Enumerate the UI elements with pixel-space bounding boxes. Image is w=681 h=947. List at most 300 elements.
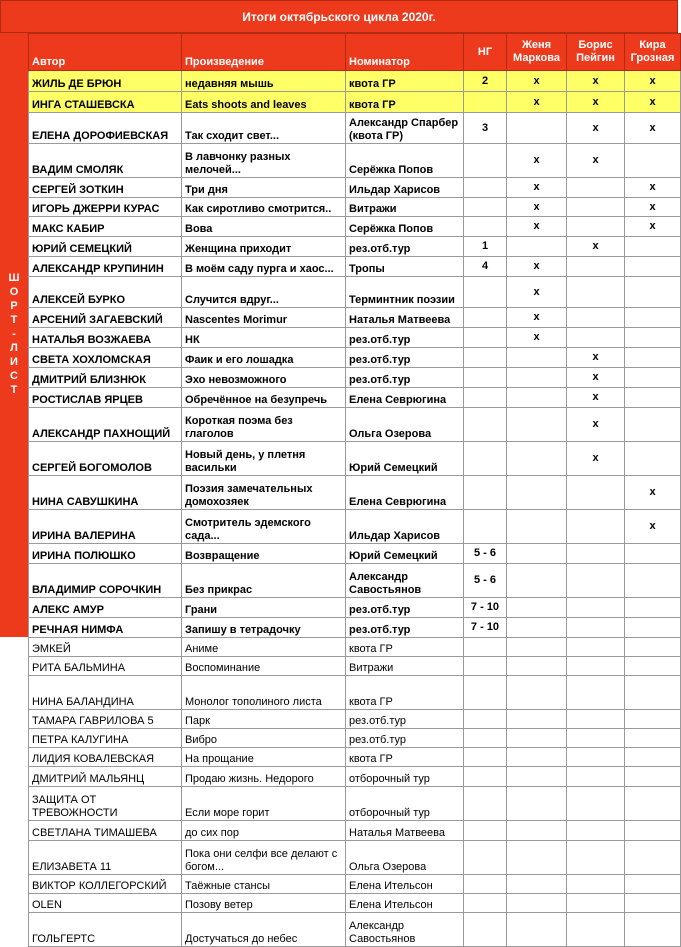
cell-judge-markova[interactable] [507,841,567,875]
cell-author[interactable]: АЛЕКСАНДР ПАХНОЩИЙ [29,408,182,442]
cell-judge-groznaya[interactable]: x [625,217,681,237]
results-table [28,33,681,947]
cell-work[interactable]: Eats shoots and leaves [182,92,346,113]
cell-nominator[interactable]: Терминтник поэзии [346,277,464,308]
cell-judge-groznaya[interactable] [625,618,681,638]
cell-judge-groznaya[interactable] [625,348,681,368]
cell-work[interactable]: Обречённое на безупречь [182,388,346,408]
cell-judge-markova[interactable] [507,894,567,913]
cell-ng[interactable] [464,657,507,676]
cell-ng[interactable]: 2 [464,71,507,92]
cell-judge-peigin[interactable] [567,178,625,198]
header-work[interactable]: Произведение [182,34,346,71]
cell-judge-markova[interactable]: x [507,257,567,277]
cell-ng[interactable] [464,92,507,113]
cell-judge-peigin[interactable]: x [567,144,625,178]
cell-ng[interactable] [464,841,507,875]
table-row [29,217,681,237]
cell-judge-groznaya[interactable] [625,564,681,598]
cell-judge-peigin[interactable] [567,787,625,821]
cell-judge-peigin[interactable]: x [567,92,625,113]
cell-nominator[interactable]: квота ГР [346,676,464,710]
cell-judge-groznaya[interactable]: x [625,178,681,198]
cell-work[interactable]: до сих пор [182,821,346,841]
cell-ng[interactable] [464,510,507,544]
cell-judge-groznaya[interactable] [625,710,681,729]
cell-judge-peigin[interactable]: x [567,71,625,92]
cell-author[interactable]: ВИКТОР КОЛЛЕГОРСКИЙ [29,875,182,894]
table-row [29,510,681,544]
cell-nominator[interactable]: Тропы [346,257,464,277]
table-row [29,767,681,787]
cell-nominator[interactable]: квота ГР [346,748,464,767]
cell-author[interactable]: АЛЕКСАНДР КРУПИНИН [29,257,182,277]
cell-nominator[interactable]: Наталья Матвеева [346,821,464,841]
cell-judge-groznaya[interactable] [625,676,681,710]
cell-nominator[interactable]: квота ГР [346,71,464,92]
cell-work[interactable]: Вова [182,217,346,237]
cell-judge-markova[interactable] [507,729,567,748]
cell-nominator[interactable]: Ольга Озерова [346,408,464,442]
cell-author[interactable]: ЮРИЙ СЕМЕЦКИЙ [29,237,182,257]
cell-judge-peigin[interactable] [567,676,625,710]
cell-judge-groznaya[interactable]: x [625,113,681,144]
table-row [29,408,681,442]
cell-ng[interactable]: 3 [464,113,507,144]
cell-judge-markova[interactable] [507,476,567,510]
cell-judge-peigin[interactable] [567,729,625,748]
cell-ng[interactable] [464,368,507,388]
cell-judge-groznaya[interactable]: x [625,476,681,510]
cell-judge-groznaya[interactable] [625,598,681,618]
shortlist-sidebar [0,33,28,637]
cell-judge-markova[interactable] [507,657,567,676]
cell-judge-markova[interactable]: x [507,308,567,328]
cell-judge-groznaya[interactable] [625,388,681,408]
cell-work[interactable]: Случится вдруг... [182,277,346,308]
table-row [29,638,681,657]
cell-author[interactable]: ИГОРЬ ДЖЕРРИ КУРАС [29,198,182,217]
table-row [29,676,681,710]
cell-author[interactable]: РИТА БАЛЬМИНА [29,657,182,676]
cell-ng[interactable] [464,476,507,510]
cell-judge-groznaya[interactable] [625,841,681,875]
cell-author[interactable]: РЕЧНАЯ НИМФА [29,618,182,638]
cell-work[interactable]: НК [182,328,346,348]
cell-judge-peigin[interactable] [567,198,625,217]
cell-ng[interactable] [464,277,507,308]
cell-judge-peigin[interactable] [567,618,625,638]
cell-nominator[interactable]: Ольга Озерова [346,841,464,875]
cell-judge-peigin[interactable]: x [567,348,625,368]
cell-nominator[interactable]: Александр Савостьянов [346,913,464,947]
header-judge-markova[interactable]: Женя Маркова [507,34,567,71]
table-row [29,442,681,476]
cell-nominator[interactable]: Юрий Семецкий [346,442,464,476]
cell-work[interactable]: Поэзия замечательных домохозяек [182,476,346,510]
cell-nominator[interactable]: рез.отб.тур [346,598,464,618]
cell-judge-markova[interactable] [507,442,567,476]
cell-nominator[interactable]: Елена Ительсон [346,894,464,913]
header-judge-groznaya[interactable]: Кира Грозная [625,34,681,71]
cell-ng[interactable]: 5 - 6 [464,564,507,598]
cell-work[interactable]: Таёжные стансы [182,875,346,894]
cell-author[interactable]: ДМИТРИЙ МАЛЬЯНЦ [29,767,182,787]
cell-judge-markova[interactable] [507,388,567,408]
cell-ng[interactable]: 7 - 10 [464,598,507,618]
cell-judge-groznaya[interactable] [625,368,681,388]
cell-nominator[interactable]: Александр Спарбер (квота ГР) [346,113,464,144]
cell-ng[interactable] [464,178,507,198]
cell-author[interactable]: OLEN [29,894,182,913]
cell-judge-markova[interactable]: x [507,71,567,92]
cell-judge-groznaya[interactable] [625,638,681,657]
cell-nominator[interactable]: рез.отб.тур [346,348,464,368]
cell-judge-peigin[interactable] [567,308,625,328]
cell-author[interactable]: ИНГА СТАШЕВСКА [29,92,182,113]
cell-author[interactable]: ВАДИМ СМОЛЯК [29,144,182,178]
cell-judge-markova[interactable] [507,598,567,618]
cell-judge-markova[interactable] [507,618,567,638]
cell-judge-groznaya[interactable]: x [625,92,681,113]
cell-judge-peigin[interactable] [567,476,625,510]
cell-judge-groznaya[interactable] [625,894,681,913]
cell-nominator[interactable]: рез.отб.тур [346,618,464,638]
cell-work[interactable]: Запишу в тетрадочку [182,618,346,638]
table-row [29,748,681,767]
table-row [29,178,681,198]
cell-author[interactable]: АРСЕНИЙ ЗАГАЕВСКИЙ [29,308,182,328]
table-row [29,598,681,618]
cell-judge-markova[interactable] [507,676,567,710]
cell-judge-groznaya[interactable] [625,237,681,257]
table-row [29,113,681,144]
cell-ng[interactable]: 5 - 6 [464,544,507,564]
sheet-title: Итоги октябрьского цикла 2020г. [0,0,678,33]
cell-ng[interactable] [464,348,507,368]
table-row [29,787,681,821]
cell-nominator[interactable]: Серёжка Попов [346,217,464,237]
cell-author[interactable]: ЗАЩИТА ОТ ТРЕВОЖНОСТИ [29,787,182,821]
cell-judge-peigin[interactable]: x [567,368,625,388]
cell-judge-groznaya[interactable]: x [625,198,681,217]
cell-author[interactable]: ПЕТРА КАЛУГИНА [29,729,182,748]
cell-judge-peigin[interactable] [567,894,625,913]
cell-author[interactable]: ЕЛИЗАВЕТА 11 [29,841,182,875]
cell-judge-groznaya[interactable]: x [625,71,681,92]
table-row [29,710,681,729]
cell-ng[interactable] [464,198,507,217]
table-row [29,237,681,257]
cell-author[interactable]: СЕРГЕЙ БОГОМОЛОВ [29,442,182,476]
cell-judge-peigin[interactable] [567,638,625,657]
table-row [29,894,681,913]
header-author[interactable]: Автор [29,34,182,71]
cell-author[interactable]: СВЕТА ХОХЛОМСКАЯ [29,348,182,368]
cell-author[interactable]: ЛИДИЯ КОВАЛЕВСКАЯ [29,748,182,767]
cell-judge-markova[interactable]: x [507,217,567,237]
cell-work[interactable]: Фаик и его лошадка [182,348,346,368]
cell-author[interactable]: ГОЛЬГЕРТС [29,913,182,947]
cell-judge-markova[interactable] [507,113,567,144]
cell-nominator[interactable]: отборочный тур [346,767,464,787]
cell-judge-peigin[interactable] [567,748,625,767]
cell-work[interactable]: Воспоминание [182,657,346,676]
cell-judge-peigin[interactable]: x [567,113,625,144]
cell-author[interactable]: ЭМКЕЙ [29,638,182,657]
table-row [29,875,681,894]
cell-judge-groznaya[interactable] [625,875,681,894]
cell-judge-markova[interactable] [507,237,567,257]
table-row [29,277,681,308]
cell-ng[interactable] [464,638,507,657]
cell-judge-markova[interactable]: x [507,198,567,217]
cell-author[interactable]: ИРИНА ПОЛЮШКО [29,544,182,564]
cell-nominator[interactable]: Наталья Матвеева [346,308,464,328]
cell-author[interactable]: ЕЛЕНА ДОРОФИЕВСКАЯ [29,113,182,144]
cell-judge-peigin[interactable] [567,598,625,618]
cell-work[interactable]: Три дня [182,178,346,198]
cell-author[interactable]: ТАМАРА ГАВРИЛОВА 5 [29,710,182,729]
cell-judge-groznaya[interactable] [625,821,681,841]
cell-judge-peigin[interactable] [567,767,625,787]
cell-ng[interactable] [464,748,507,767]
cell-work[interactable]: В лавчонку разных мелочей... [182,144,346,178]
cell-work[interactable]: Смотритель эдемского сада... [182,510,346,544]
table-row [29,308,681,328]
cell-author[interactable]: НАТАЛЬЯ ВОЗЖАЕВА [29,328,182,348]
cell-nominator[interactable]: Юрий Семецкий [346,544,464,564]
cell-judge-groznaya[interactable] [625,308,681,328]
cell-nominator[interactable]: Александр Савостьянов [346,564,464,598]
cell-judge-peigin[interactable] [567,544,625,564]
cell-author[interactable]: ДМИТРИЙ БЛИЗНЮК [29,368,182,388]
cell-work[interactable]: Возвращение [182,544,346,564]
cell-judge-markova[interactable] [507,544,567,564]
cell-author[interactable]: МАКС КАБИР [29,217,182,237]
cell-judge-groznaya[interactable] [625,277,681,308]
cell-author[interactable]: НИНА САВУШКИНА [29,476,182,510]
cell-judge-peigin[interactable] [567,257,625,277]
header-row [29,34,681,71]
cell-ng[interactable]: 1 [464,237,507,257]
cell-author[interactable]: ИРИНА ВАЛЕРИНА [29,510,182,544]
table-row [29,618,681,638]
cell-nominator[interactable]: рез.отб.тур [346,710,464,729]
table-row [29,913,681,947]
cell-ng[interactable] [464,821,507,841]
cell-work[interactable]: недавняя мышь [182,71,346,92]
cell-work[interactable]: На прощание [182,748,346,767]
cell-nominator[interactable]: Елена Севрюгина [346,476,464,510]
cell-judge-markova[interactable] [507,913,567,947]
cell-judge-markova[interactable] [507,767,567,787]
cell-author[interactable]: СВЕТЛАНА ТИМАШЕВА [29,821,182,841]
cell-judge-peigin[interactable] [567,913,625,947]
cell-ng[interactable]: 7 - 10 [464,618,507,638]
cell-work[interactable]: Как сиротливо смотрится.. [182,198,346,217]
cell-nominator[interactable]: квота ГР [346,638,464,657]
table-row [29,657,681,676]
cell-nominator[interactable]: квота ГР [346,92,464,113]
cell-nominator[interactable]: Серёжка Попов [346,144,464,178]
cell-judge-markova[interactable] [507,638,567,657]
cell-judge-markova[interactable] [507,348,567,368]
cell-work[interactable]: Грани [182,598,346,618]
cell-nominator[interactable]: рез.отб.тур [346,237,464,257]
cell-ng[interactable] [464,894,507,913]
cell-ng[interactable] [464,787,507,821]
cell-judge-groznaya[interactable] [625,729,681,748]
cell-judge-groznaya[interactable] [625,657,681,676]
cell-work[interactable]: Эхо невозможного [182,368,346,388]
cell-ng[interactable] [464,913,507,947]
cell-nominator[interactable]: рез.отб.тур [346,328,464,348]
cell-nominator[interactable]: Ильдар Харисов [346,178,464,198]
cell-ng[interactable] [464,308,507,328]
cell-work[interactable]: Монолог тополиного листа [182,676,346,710]
cell-ng[interactable] [464,729,507,748]
cell-judge-markova[interactable]: x [507,178,567,198]
cell-nominator[interactable]: рез.отб.тур [346,729,464,748]
cell-judge-groznaya[interactable]: x [625,510,681,544]
cell-judge-groznaya[interactable] [625,144,681,178]
cell-work[interactable]: Вибро [182,729,346,748]
cell-ng[interactable] [464,388,507,408]
cell-author[interactable]: СЕРГЕЙ ЗОТКИН [29,178,182,198]
cell-judge-markova[interactable]: x [507,144,567,178]
cell-judge-peigin[interactable] [567,217,625,237]
cell-work[interactable]: Если море горит [182,787,346,821]
cell-nominator[interactable]: отборочный тур [346,787,464,821]
cell-ng[interactable] [464,328,507,348]
cell-judge-peigin[interactable]: x [567,442,625,476]
cell-work[interactable]: Без прикрас [182,564,346,598]
cell-nominator[interactable]: Ильдар Харисов [346,510,464,544]
cell-judge-markova[interactable]: x [507,328,567,348]
table-row [29,821,681,841]
cell-work[interactable]: Новый день, у плетня васильки [182,442,346,476]
cell-work[interactable]: Так сходит свет... [182,113,346,144]
cell-judge-peigin[interactable] [567,277,625,308]
cell-judge-groznaya[interactable] [625,748,681,767]
table-row [29,144,681,178]
cell-work[interactable]: Парк [182,710,346,729]
cell-judge-peigin[interactable] [567,841,625,875]
table-row [29,257,681,277]
table-row [29,729,681,748]
cell-judge-groznaya[interactable] [625,787,681,821]
cell-judge-markova[interactable] [507,408,567,442]
cell-ng[interactable] [464,710,507,729]
cell-author[interactable]: ВЛАДИМИР СОРОЧКИН [29,564,182,598]
cell-judge-groznaya[interactable] [625,767,681,787]
table-row [29,348,681,368]
cell-judge-peigin[interactable] [567,657,625,676]
cell-judge-groznaya[interactable] [625,257,681,277]
cell-work[interactable]: Короткая поэма без глаголов [182,408,346,442]
cell-judge-peigin[interactable]: x [567,408,625,442]
header-judge-peigin[interactable]: Борис Пейгин [567,34,625,71]
cell-judge-peigin[interactable] [567,564,625,598]
table-row [29,198,681,217]
cell-judge-peigin[interactable] [567,510,625,544]
cell-nominator[interactable]: Елена Ительсон [346,875,464,894]
cell-work[interactable]: В моём саду пурга и хаос... [182,257,346,277]
cell-judge-groznaya[interactable] [625,913,681,947]
table-row [29,841,681,875]
table-row [29,544,681,564]
cell-ng[interactable] [464,442,507,476]
header-ng[interactable]: НГ [464,34,507,71]
cell-work[interactable]: Продаю жизнь. Недорого [182,767,346,787]
cell-nominator[interactable]: Витражи [346,198,464,217]
cell-author[interactable]: ЖИЛЬ ДЕ БРЮН [29,71,182,92]
cell-judge-groznaya[interactable] [625,442,681,476]
cell-ng[interactable]: 4 [464,257,507,277]
cell-judge-markova[interactable] [507,821,567,841]
shortlist-label: ШОРТ-ЛИСТ [8,272,20,398]
cell-work[interactable]: Nascentes Morimur [182,308,346,328]
cell-judge-peigin[interactable] [567,821,625,841]
table-row [29,388,681,408]
cell-ng[interactable] [464,408,507,442]
table-row [29,476,681,510]
cell-judge-peigin[interactable] [567,328,625,348]
cell-judge-groznaya[interactable] [625,328,681,348]
cell-judge-groznaya[interactable] [625,544,681,564]
cell-judge-markova[interactable]: x [507,92,567,113]
cell-judge-markova[interactable] [507,564,567,598]
cell-work[interactable]: Достучаться до небес [182,913,346,947]
cell-work[interactable]: Аниме [182,638,346,657]
cell-author[interactable]: АЛЕКС АМУР [29,598,182,618]
cell-ng[interactable] [464,767,507,787]
cell-judge-markova[interactable] [507,748,567,767]
cell-ng[interactable] [464,676,507,710]
cell-judge-peigin[interactable]: x [567,237,625,257]
cell-judge-markova[interactable] [507,875,567,894]
cell-judge-markova[interactable] [507,368,567,388]
cell-nominator[interactable]: Елена Севрюгина [346,388,464,408]
cell-author[interactable]: АЛЕКСЕЙ БУРКО [29,277,182,308]
cell-judge-markova[interactable] [507,710,567,729]
table-row [29,564,681,598]
cell-author[interactable]: РОСТИСЛАВ ЯРЦЕВ [29,388,182,408]
cell-ng[interactable] [464,875,507,894]
cell-judge-groznaya[interactable] [625,408,681,442]
header-nominator[interactable]: Номинатор [346,34,464,71]
table-row [29,368,681,388]
cell-work[interactable]: Позову ветер [182,894,346,913]
cell-judge-markova[interactable]: x [507,277,567,308]
table-row [29,328,681,348]
cell-judge-markova[interactable] [507,510,567,544]
cell-ng[interactable] [464,217,507,237]
table-row [29,71,681,92]
table-row [29,92,681,113]
cell-judge-peigin[interactable]: x [567,388,625,408]
cell-nominator[interactable]: Витражи [346,657,464,676]
cell-judge-peigin[interactable] [567,710,625,729]
cell-ng[interactable] [464,144,507,178]
cell-author[interactable]: НИНА БАЛАНДИНА [29,676,182,710]
cell-work[interactable]: Пока они селфи все делают с богом... [182,841,346,875]
cell-judge-peigin[interactable] [567,875,625,894]
cell-judge-markova[interactable] [507,787,567,821]
cell-work[interactable]: Женщина приходит [182,237,346,257]
cell-nominator[interactable]: рез.отб.тур [346,368,464,388]
